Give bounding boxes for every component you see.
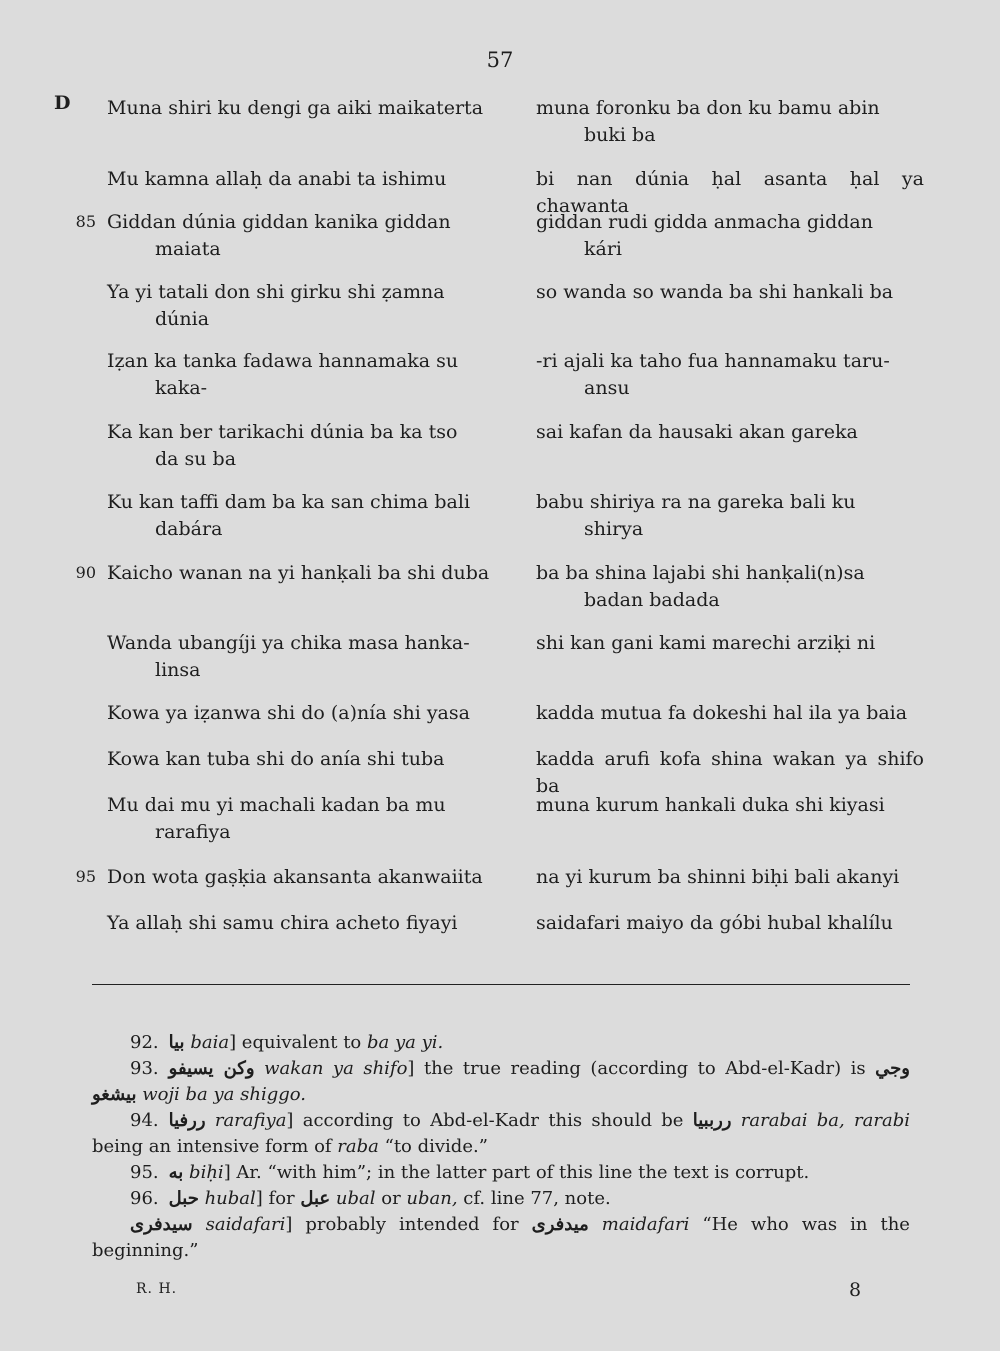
hausa-line: [107, 630, 504, 684]
transliteration-text-continued: shirya: [584, 518, 644, 540]
hausa-line: [107, 419, 504, 473]
hausa-text: Muna shiri ku dengi ga aiki maikaterta: [107, 97, 484, 119]
transliteration-line: [536, 419, 924, 446]
line-number: 95: [75, 867, 96, 886]
arabic-term: به: [168, 1162, 184, 1183]
note-text: being an intensive form of: [92, 1136, 338, 1157]
italic-term: wakan ya shifo: [264, 1058, 408, 1079]
hausa-text-continued: linsa: [155, 659, 201, 681]
transliteration-text: kadda mutua fa dokeshi hal ila ya baia: [536, 702, 908, 724]
transliteration-text: shi kan gani kami marechi arziḳi ni: [536, 632, 876, 654]
transliteration-line: [536, 910, 924, 937]
hausa-text: Wanda ubangíji ya chika masa hanka-: [107, 632, 470, 654]
footnote-rule: [92, 984, 910, 985]
transliteration-line: [536, 864, 924, 891]
footnote-94: [92, 1108, 910, 1160]
line-number: 90: [75, 563, 96, 582]
margin-marker: D: [54, 92, 71, 114]
note-text: cf. line 77, note.: [457, 1188, 611, 1209]
note-text: or: [375, 1188, 407, 1209]
footnote-93: [92, 1056, 910, 1108]
transliteration-line: [536, 348, 924, 402]
sheet-number: 8: [849, 1279, 862, 1301]
italic-term: uban,: [406, 1188, 458, 1209]
footnote-number: 93.: [130, 1058, 159, 1079]
transliteration-text: saidafari maiyo da góbi hubal khalílu: [536, 912, 893, 934]
hausa-text-continued: rarafiya: [155, 821, 231, 843]
footnote-number: 92.: [130, 1032, 159, 1053]
hausa-text: Ku kan taffi dam ba ka san chima bali: [107, 491, 471, 513]
transliteration-line: [536, 279, 924, 306]
hausa-text-continued: dabára: [155, 518, 223, 540]
hausa-text: Giddan dúnia giddan kanika giddan: [107, 211, 451, 233]
footnote-96: [92, 1186, 910, 1212]
signature-mark: R. H.: [136, 1281, 178, 1297]
italic-term: raba: [337, 1136, 379, 1157]
arabic-term: حبل: [168, 1188, 199, 1209]
hausa-text-continued: kaka-: [155, 377, 208, 399]
hausa-line: [107, 279, 504, 333]
hausa-text: Ya allaḥ shi samu chira acheto fiyayi: [107, 912, 458, 934]
italic-term: hubal: [204, 1188, 256, 1209]
arabic-term: وجي بيشغو: [92, 1058, 910, 1105]
transliteration-text: -ri ajali ka taho fua hannamaku taru-: [536, 350, 890, 372]
italic-term: saidafari: [205, 1214, 286, 1235]
hausa-text: Mu dai mu yi machali kadan ba mu: [107, 794, 446, 816]
transliteration-line: [536, 95, 924, 149]
hausa-line: [107, 746, 504, 773]
italic-term: rarafiya: [214, 1110, 287, 1131]
transliteration-text-continued: ansu: [584, 377, 630, 399]
hausa-text: Mu kamna allaḥ da anabi ta ishimu: [107, 168, 447, 190]
footnote-96-continued: [92, 1212, 910, 1264]
hausa-line: [107, 209, 504, 263]
hausa-text: Ya yi tatali don shi girku shi ẓamna: [107, 281, 445, 303]
transliteration-text-continued: buki ba: [584, 124, 656, 146]
hausa-line: [107, 792, 504, 846]
page-number: 57: [486, 48, 514, 72]
arabic-term: سيدفرى: [130, 1214, 193, 1235]
arabic-term: ررفيا: [168, 1110, 206, 1131]
hausa-line: [107, 348, 504, 402]
hausa-line: [107, 489, 504, 543]
transliteration-text: babu shiriya ra na gareka bali ku: [536, 491, 856, 513]
hausa-text: Iẓan ka tanka fadawa hannamaka su: [107, 350, 459, 372]
footnotes: [92, 1030, 910, 1264]
transliteration-text-continued: kári: [584, 238, 622, 260]
transliteration-text: so wanda so wanda ba shi hankali ba: [536, 281, 894, 303]
hausa-text-continued: da su ba: [155, 448, 237, 470]
arabic-term: وكن يسيفو: [168, 1058, 255, 1079]
transliteration-line: [536, 792, 924, 819]
transliteration-line: [536, 560, 924, 614]
italic-term: ubal: [335, 1188, 376, 1209]
transliteration-text: na yi kurum ba shinni biḥi bali akanyi: [536, 866, 900, 888]
transliteration-line: [536, 489, 924, 543]
italic-term: rarabi: [854, 1110, 910, 1131]
footnote-95: [92, 1160, 910, 1186]
hausa-text: Ka kan ber tarikachi dúnia ba ka tso: [107, 421, 458, 443]
hausa-text: Kowa kan tuba shi do anía shi tuba: [107, 748, 445, 770]
arabic-term: ميدفرى: [531, 1214, 589, 1235]
italic-term: ba ya yi.: [366, 1032, 444, 1053]
italic-term: rarabai ba,: [740, 1110, 845, 1131]
transliteration-text: muna foronku ba don ku bamu abin: [536, 97, 880, 119]
italic-term: baia: [190, 1032, 230, 1053]
transliteration-text: muna kurum hankali duka shi kiyasi: [536, 794, 885, 816]
line-number: 85: [75, 212, 96, 231]
hausa-line: [107, 864, 504, 891]
arabic-term: عبل: [300, 1188, 331, 1209]
transliteration-text: giddan rudi gidda anmacha giddan: [536, 211, 873, 233]
hausa-line: [107, 560, 504, 587]
arabic-term: ررببيا: [692, 1110, 732, 1131]
transliteration-text: sai kafan da hausaki akan gareka: [536, 421, 858, 443]
note-text: “He who was in the beginning.”: [92, 1214, 910, 1261]
hausa-text: Don wota gaṣḳia akansanta akanwaiita: [107, 866, 483, 888]
hausa-text: Kowa ya iẓanwa shi do (a)nía shi yasa: [107, 702, 470, 724]
hausa-line: [107, 910, 504, 937]
footnote-92: [92, 1030, 910, 1056]
footnote-number: 95.: [130, 1162, 159, 1183]
hausa-text-continued: dúnia: [155, 308, 210, 330]
transliteration-text: bi nan dúnia ḥal asanta ḥal ya chawanta: [536, 168, 924, 217]
italic-term: biḥi: [189, 1162, 224, 1183]
transliteration-text: kadda arufi kofa shina wakan ya shifo ba: [536, 748, 924, 797]
note-text: “to divide.”: [378, 1136, 488, 1157]
note-text: ] Ar. “with him”; in the latter part of this line the text is corrupt.: [223, 1162, 810, 1183]
note-text: ] according to Abd-el-Kadr this should be: [286, 1110, 693, 1131]
note-text: ] equivalent to: [229, 1032, 367, 1053]
note-text: ] the true reading (according to Abd-el-Kadr) is: [407, 1058, 876, 1079]
hausa-line: [107, 95, 504, 122]
footnote-number: 96.: [130, 1188, 159, 1209]
transliteration-line: [536, 630, 924, 657]
hausa-text: Kaicho wanan na yi hanḳali ba shi duba: [107, 562, 490, 584]
note-text: ] for: [255, 1188, 301, 1209]
transliteration-line: [536, 209, 924, 263]
note-text: ] probably intended for: [285, 1214, 532, 1235]
arabic-term: بيا: [168, 1032, 185, 1053]
transliteration-text-continued: badan badada: [584, 589, 720, 611]
italic-term: woji ba ya shiggo.: [142, 1084, 306, 1105]
hausa-line: [107, 700, 504, 727]
transliteration-line: [536, 700, 924, 727]
italic-term: maidafari: [601, 1214, 690, 1235]
footnote-number: 94.: [130, 1110, 159, 1131]
hausa-text-continued: maiata: [155, 238, 221, 260]
hausa-line: [107, 166, 504, 193]
transliteration-text: ba ba shina lajabi shi hanḳali(n)sa: [536, 562, 865, 584]
